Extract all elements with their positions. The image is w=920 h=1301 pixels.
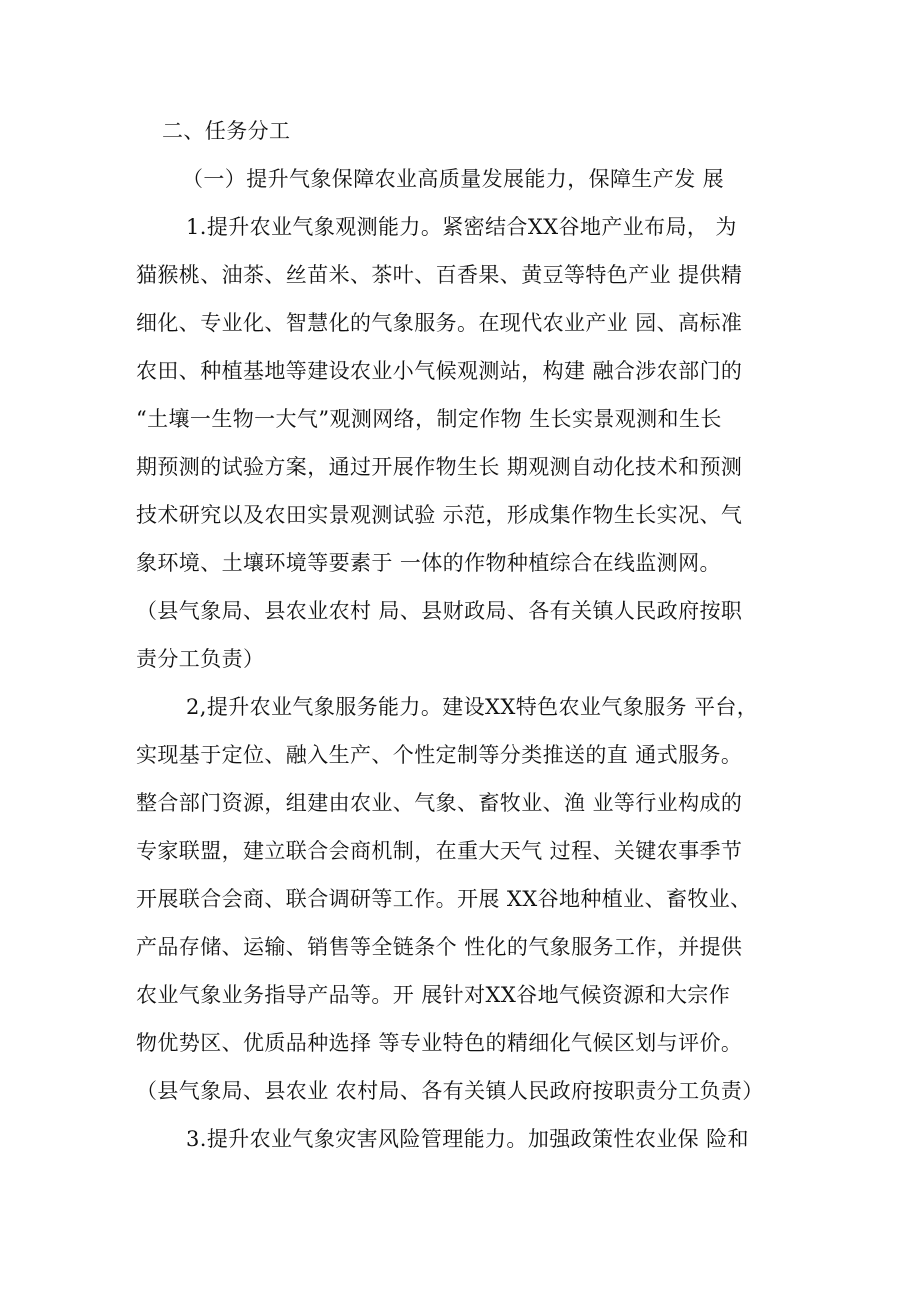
paragraph-line: 开展联合会商、联合调研等工作。开展 XX谷地种植业、畜牧业、 [136, 887, 752, 911]
paragraph-line: 物优势区、优质品种选择 等专业特色的精细化气候区划与评价。 [136, 1031, 743, 1055]
paragraph-line: 猫猴桃、油茶、丝苗米、茶叶、百香果、黄豆等特色产业 提供精 [136, 263, 743, 287]
paragraph-line: （县气象局、县农业 农村局、各有关镇人民政府按职责分工负责） [136, 1079, 764, 1103]
paragraph-line: 责分工负责） [136, 647, 265, 671]
paragraph-line: 专家联盟，建立联合会商机制，在重大天气 过程、关键农事季节 [136, 839, 743, 863]
paragraph-line: 期预测的试验方案，通过开展作物生长 期观测自动化技术和预测 [136, 455, 743, 479]
paragraph-line: 细化、专业化、智慧化的气象服务。在现代农业产业 园、高标准 [136, 311, 743, 335]
paragraph-line: 象环境、土壤环境等要素于 一体的作物种植综合在线监测网。 [136, 551, 721, 575]
paragraph-line: 整合部门资源，组建由农业、气象、畜牧业、渔 业等行业构成的 [136, 791, 743, 815]
paragraph-line: 1.提升农业气象观测能力。紧密结合XX谷地产业布局， 为 [186, 215, 737, 239]
paragraph-line: “土壤一生物一大气”观测网络，制定作物 生长实景观测和生长 [136, 407, 722, 431]
subsection-heading: （一）提升气象保障农业高质量发展能力，保障生产发 展 [182, 167, 725, 191]
paragraph-line: 技术研究以及农田实景观测试验 示范，形成集作物生长实况、气 [136, 503, 743, 527]
section-heading: 二、任务分工 [162, 119, 291, 143]
paragraph-line: 农业气象业务指导产品等。开 展针对XX谷地气候资源和大宗作 [136, 983, 731, 1007]
paragraph-line: 产品存储、运输、销售等全链条个 性化的气象服务工作，并提供 [136, 935, 743, 959]
paragraph-line: 3.提升农业气象灾害风险管理能力。加强政策性农业保 险和 [186, 1127, 749, 1151]
paragraph-line: 农田、种植基地等建设农业小气候观测站，构建 融合涉农部门的 [136, 359, 743, 383]
paragraph-line: 实现基于定位、融入生产、个性定制等分类推送的直 通式服务。 [136, 743, 743, 767]
paragraph-line: （县气象局、县农业农村 局、县财政局、各有关镇人民政府按职 [136, 599, 743, 623]
paragraph-line: 2,提升农业气象服务能力。建设XX特色农业气象服务 平台， [186, 695, 759, 719]
